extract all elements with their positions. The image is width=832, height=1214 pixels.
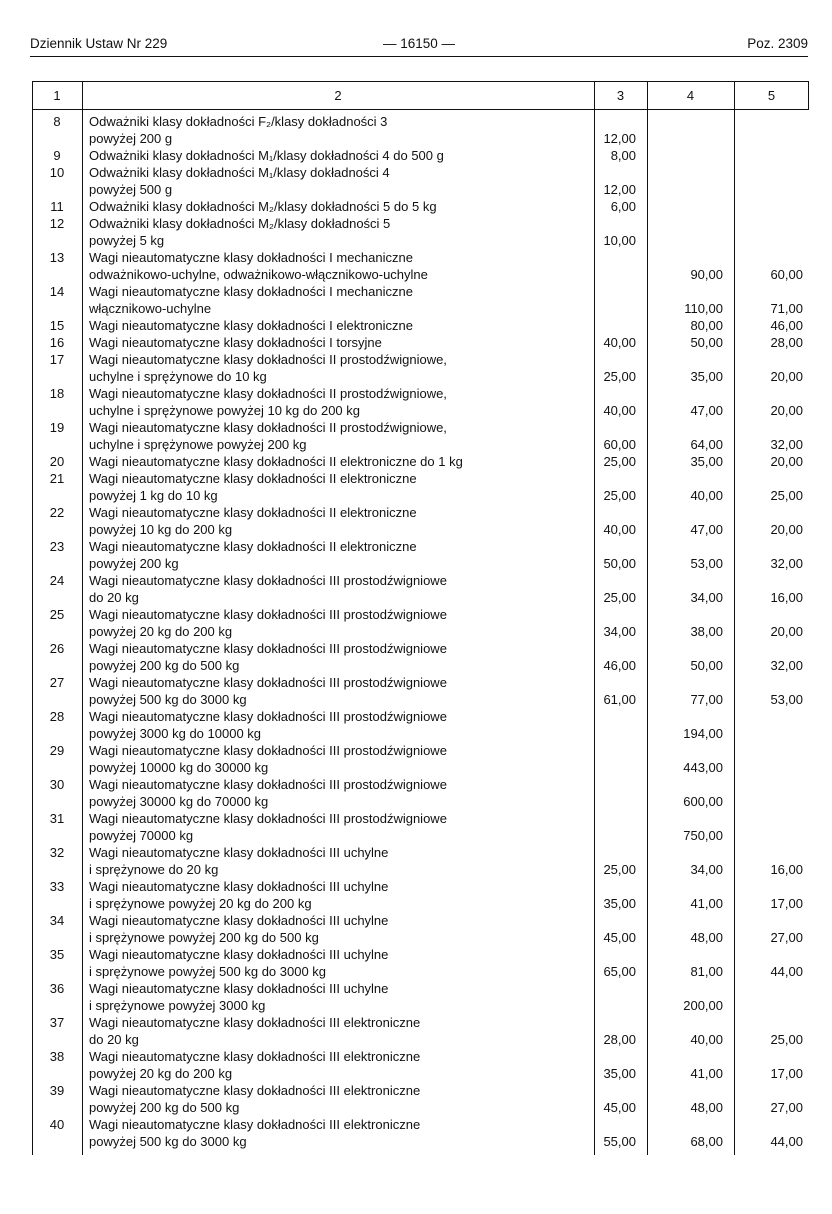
table-row xyxy=(32,1014,809,1048)
fee-column-3: 60,00 xyxy=(603,437,636,452)
row-description xyxy=(82,385,562,419)
fee-column-4: 68,00 xyxy=(690,1134,723,1149)
fee-column-5: 44,00 xyxy=(770,964,803,979)
description-line: Wagi nieautomatyczne klasy dokładności II elektroniczne xyxy=(89,471,417,486)
table-row xyxy=(32,351,809,385)
row-description xyxy=(82,164,562,198)
fee-column-4: 50,00 xyxy=(690,658,723,673)
page-number: — 16150 — xyxy=(382,36,456,51)
fee-column-4: 77,00 xyxy=(690,692,723,707)
description-line: do 20 kg xyxy=(89,590,139,605)
row-description xyxy=(82,708,562,742)
row-number: 17 xyxy=(49,352,65,367)
table-header-divider xyxy=(32,109,809,110)
row-number: 31 xyxy=(49,811,65,826)
description-line: Wagi nieautomatyczne klasy dokładności II prostodźwigniowe, xyxy=(89,420,447,435)
fee-column-4: 34,00 xyxy=(690,862,723,877)
table-row xyxy=(32,606,809,640)
row-description xyxy=(82,946,562,980)
description-line: uchylne i sprężynowe powyżej 200 kg xyxy=(89,437,307,452)
fee-column-4: 443,00 xyxy=(683,760,723,775)
fee-column-3: 25,00 xyxy=(603,590,636,605)
row-number: 38 xyxy=(49,1049,65,1064)
description-line: powyżej 500 g xyxy=(89,182,173,197)
description-line: powyżej 200 kg do 500 kg xyxy=(89,1100,240,1115)
description-line: powyżej 200 g xyxy=(89,131,173,146)
fee-column-3: 34,00 xyxy=(603,624,636,639)
row-description xyxy=(82,844,562,878)
row-description xyxy=(82,198,562,215)
description-line: powyżej 1 kg do 10 kg xyxy=(89,488,218,503)
fee-column-5: 20,00 xyxy=(770,454,803,469)
fee-column-3: 25,00 xyxy=(603,488,636,503)
fee-column-5: 16,00 xyxy=(770,862,803,877)
row-number: 14 xyxy=(49,284,65,299)
column-header-2: 2 xyxy=(334,88,342,103)
row-description xyxy=(82,1048,562,1082)
fee-column-4: 194,00 xyxy=(683,726,723,741)
row-number: 9 xyxy=(53,148,61,163)
row-number: 13 xyxy=(49,250,65,265)
fee-column-5: 71,00 xyxy=(770,301,803,316)
row-description xyxy=(82,572,562,606)
table-row xyxy=(32,113,809,147)
description-line: Wagi nieautomatyczne klasy dokładności II prostodźwigniowe, xyxy=(89,386,447,401)
fee-column-4: 90,00 xyxy=(690,267,723,282)
journal-title: Dziennik Ustaw Nr 229 xyxy=(30,36,168,51)
description-line: powyżej 10 kg do 200 kg xyxy=(89,522,233,537)
row-number: 20 xyxy=(49,454,65,469)
description-line: Wagi nieautomatyczne klasy dokładności II elektroniczne xyxy=(89,505,417,520)
description-line: do 20 kg xyxy=(89,1032,139,1047)
fee-column-4: 35,00 xyxy=(690,369,723,384)
fee-column-3: 28,00 xyxy=(603,1032,636,1047)
description-line: i sprężynowe powyżej 200 kg do 500 kg xyxy=(89,930,319,945)
row-description xyxy=(82,742,562,776)
fee-column-4: 35,00 xyxy=(690,454,723,469)
row-description xyxy=(82,538,562,572)
table-row xyxy=(32,198,809,215)
fee-column-4: 81,00 xyxy=(690,964,723,979)
row-number: 27 xyxy=(49,675,65,690)
fee-column-3: 10,00 xyxy=(603,233,636,248)
table-row xyxy=(32,1116,809,1150)
fee-column-4: 40,00 xyxy=(690,488,723,503)
description-line: Odważniki klasy dokładności M₂/klasy dokładności 5 do 5 kg xyxy=(89,199,437,214)
table-row xyxy=(32,147,809,164)
row-description xyxy=(82,351,562,385)
fee-column-5: 27,00 xyxy=(770,930,803,945)
row-description xyxy=(82,504,562,538)
description-line: Wagi nieautomatyczne klasy dokładności III prostodźwigniowe xyxy=(89,641,447,656)
fee-column-3: 35,00 xyxy=(603,896,636,911)
description-line: powyżej 500 kg do 3000 kg xyxy=(89,692,247,707)
row-description xyxy=(82,776,562,810)
row-description xyxy=(82,419,562,453)
fee-column-5: 32,00 xyxy=(770,437,803,452)
fee-column-5: 20,00 xyxy=(770,624,803,639)
description-line: uchylne i sprężynowe powyżej 10 kg do 200 kg xyxy=(89,403,360,418)
row-number: 12 xyxy=(49,216,65,231)
description-line: Wagi nieautomatyczne klasy dokładności II elektroniczne do 1 kg xyxy=(89,454,463,469)
table-header-row xyxy=(32,81,809,109)
table-row xyxy=(32,538,809,572)
row-number: 15 xyxy=(49,318,65,333)
fee-column-4: 38,00 xyxy=(690,624,723,639)
description-line: powyżej 30000 kg do 70000 kg xyxy=(89,794,269,809)
description-line: Wagi nieautomatyczne klasy dokładności III uchylne xyxy=(89,879,389,894)
fee-column-5: 20,00 xyxy=(770,369,803,384)
fee-column-3: 25,00 xyxy=(603,369,636,384)
description-line: powyżej 20 kg do 200 kg xyxy=(89,624,233,639)
table-row xyxy=(32,708,809,742)
fee-column-3: 6,00 xyxy=(610,199,636,214)
fee-column-4: 53,00 xyxy=(690,556,723,571)
description-line: Odważniki klasy dokładności M₁/klasy dokładności 4 xyxy=(89,165,390,180)
table-row xyxy=(32,283,809,317)
row-description xyxy=(82,980,562,1014)
row-description xyxy=(82,1116,562,1150)
fee-column-5: 20,00 xyxy=(770,522,803,537)
fee-column-3: 45,00 xyxy=(603,1100,636,1115)
fee-column-3: 35,00 xyxy=(603,1066,636,1081)
row-number: 37 xyxy=(49,1015,65,1030)
row-description xyxy=(82,334,562,351)
row-number: 36 xyxy=(49,981,65,996)
table-row xyxy=(32,249,809,283)
fee-column-5: 32,00 xyxy=(770,658,803,673)
description-line: Odważniki klasy dokładności F₂/klasy dokładności 3 xyxy=(89,114,388,129)
table-body xyxy=(32,113,809,1150)
fee-column-4: 750,00 xyxy=(683,828,723,843)
row-description xyxy=(82,912,562,946)
description-line: Wagi nieautomatyczne klasy dokładności III prostodźwigniowe xyxy=(89,811,447,826)
fee-column-3: 8,00 xyxy=(610,148,636,163)
table-row xyxy=(32,810,809,844)
fee-column-3: 55,00 xyxy=(603,1134,636,1149)
description-line: powyżej 200 kg do 500 kg xyxy=(89,658,240,673)
row-number: 35 xyxy=(49,947,65,962)
column-header-4: 4 xyxy=(686,88,695,103)
description-line: Wagi nieautomatyczne klasy dokładności III prostodźwigniowe xyxy=(89,709,447,724)
table-row xyxy=(32,215,809,249)
fee-column-3: 40,00 xyxy=(603,335,636,350)
description-line: Wagi nieautomatyczne klasy dokładności III prostodźwigniowe xyxy=(89,743,447,758)
row-number: 8 xyxy=(53,114,61,129)
fee-column-4: 64,00 xyxy=(690,437,723,452)
fee-column-5: 32,00 xyxy=(770,556,803,571)
fee-column-5: 25,00 xyxy=(770,488,803,503)
table-row xyxy=(32,504,809,538)
row-number: 29 xyxy=(49,743,65,758)
fee-column-5: 28,00 xyxy=(770,335,803,350)
table-row xyxy=(32,912,809,946)
fee-column-4: 34,00 xyxy=(690,590,723,605)
table-row xyxy=(32,419,809,453)
table-row xyxy=(32,742,809,776)
description-line: Wagi nieautomatyczne klasy dokładności III prostodźwigniowe xyxy=(89,573,447,588)
description-line: Wagi nieautomatyczne klasy dokładności III uchylne xyxy=(89,913,389,928)
fee-column-4: 48,00 xyxy=(690,930,723,945)
row-description xyxy=(82,810,562,844)
row-number: 32 xyxy=(49,845,65,860)
description-line: uchylne i sprężynowe do 10 kg xyxy=(89,369,267,384)
row-description xyxy=(82,215,562,249)
fee-column-3: 25,00 xyxy=(603,862,636,877)
row-number: 16 xyxy=(49,335,65,350)
row-description xyxy=(82,470,562,504)
table-row xyxy=(32,1082,809,1116)
row-number: 25 xyxy=(49,607,65,622)
description-line: włącznikowo-uchylne xyxy=(89,301,212,316)
description-line: powyżej 20 kg do 200 kg xyxy=(89,1066,233,1081)
table-row xyxy=(32,317,809,334)
fee-column-5: 20,00 xyxy=(770,403,803,418)
description-line: Wagi nieautomatyczne klasy dokładności I torsyjne xyxy=(89,335,382,350)
description-line: powyżej 200 kg xyxy=(89,556,179,571)
table-row xyxy=(32,878,809,912)
fee-column-5: 16,00 xyxy=(770,590,803,605)
row-number: 22 xyxy=(49,505,65,520)
row-number: 39 xyxy=(49,1083,65,1098)
row-number: 23 xyxy=(49,539,65,554)
description-line: powyżej 70000 kg xyxy=(89,828,194,843)
table-row xyxy=(32,572,809,606)
row-description xyxy=(82,453,562,470)
row-description xyxy=(82,1014,562,1048)
row-number: 19 xyxy=(49,420,65,435)
fee-table xyxy=(32,81,809,1155)
table-row xyxy=(32,1048,809,1082)
fee-column-5: 44,00 xyxy=(770,1134,803,1149)
table-row xyxy=(32,453,809,470)
row-number: 33 xyxy=(49,879,65,894)
fee-column-3: 40,00 xyxy=(603,403,636,418)
row-description xyxy=(82,1082,562,1116)
row-description xyxy=(82,317,562,334)
fee-column-4: 200,00 xyxy=(683,998,723,1013)
fee-column-4: 110,00 xyxy=(684,301,723,316)
fee-column-5: 17,00 xyxy=(770,896,803,911)
fee-column-4: 50,00 xyxy=(690,335,723,350)
description-line: Wagi nieautomatyczne klasy dokładności II prostodźwigniowe, xyxy=(89,352,447,367)
column-header-1: 1 xyxy=(53,88,61,103)
fee-column-3: 46,00 xyxy=(603,658,636,673)
fee-column-4: 48,00 xyxy=(690,1100,723,1115)
table-row xyxy=(32,470,809,504)
row-number: 28 xyxy=(49,709,65,724)
row-number: 30 xyxy=(49,777,65,792)
description-line: Odważniki klasy dokładności M₁/klasy dokładności 4 do 500 g xyxy=(89,148,444,163)
description-line: i sprężynowe powyżej 20 kg do 200 kg xyxy=(89,896,312,911)
page-header xyxy=(30,36,808,54)
description-line: Wagi nieautomatyczne klasy dokładności II elektroniczne xyxy=(89,539,417,554)
table-row xyxy=(32,164,809,198)
table-row xyxy=(32,946,809,980)
description-line: Wagi nieautomatyczne klasy dokładności I elektroniczne xyxy=(89,318,413,333)
row-description xyxy=(82,878,562,912)
fee-column-3: 25,00 xyxy=(603,454,636,469)
row-number: 24 xyxy=(49,573,65,588)
description-line: Wagi nieautomatyczne klasy dokładności III prostodźwigniowe xyxy=(89,607,447,622)
row-number: 40 xyxy=(49,1117,65,1132)
row-description xyxy=(82,113,562,147)
fee-column-3: 12,00 xyxy=(603,182,636,197)
row-description xyxy=(82,640,562,674)
description-line: Wagi nieautomatyczne klasy dokładności III prostodźwigniowe xyxy=(89,777,447,792)
fee-column-4: 80,00 xyxy=(690,318,723,333)
row-number: 21 xyxy=(49,471,65,486)
table-row xyxy=(32,776,809,810)
row-number: 10 xyxy=(49,165,65,180)
table-row xyxy=(32,640,809,674)
description-line: i sprężynowe do 20 kg xyxy=(89,862,219,877)
fee-column-3: 12,00 xyxy=(603,131,636,146)
fee-column-5: 25,00 xyxy=(770,1032,803,1047)
fee-column-4: 40,00 xyxy=(690,1032,723,1047)
fee-column-5: 53,00 xyxy=(770,692,803,707)
position-number: Poz. 2309 xyxy=(747,36,808,51)
row-description xyxy=(82,606,562,640)
fee-column-4: 47,00 xyxy=(690,403,723,418)
column-header-5: 5 xyxy=(767,88,776,103)
fee-column-5: 46,00 xyxy=(770,318,803,333)
table-row xyxy=(32,334,809,351)
description-line: Wagi nieautomatyczne klasy dokładności I mechaniczne xyxy=(89,284,413,299)
row-number: 11 xyxy=(50,199,64,214)
row-description xyxy=(82,283,562,317)
fee-column-4: 41,00 xyxy=(690,1066,723,1081)
description-line: powyżej 5 kg xyxy=(89,233,165,248)
row-description xyxy=(82,147,562,164)
description-line: Wagi nieautomatyczne klasy dokładności III prostodźwigniowe xyxy=(89,675,447,690)
fee-column-5: 17,00 xyxy=(770,1066,803,1081)
description-line: Wagi nieautomatyczne klasy dokładności III elektroniczne xyxy=(89,1015,421,1030)
description-line: i sprężynowe powyżej 500 kg do 3000 kg xyxy=(89,964,327,979)
description-line: Odważniki klasy dokładności M₂/klasy dokładności 5 xyxy=(89,216,391,231)
description-line: powyżej 3000 kg do 10000 kg xyxy=(89,726,262,741)
table-row xyxy=(32,674,809,708)
row-number: 26 xyxy=(49,641,65,656)
description-line: Wagi nieautomatyczne klasy dokładności III uchylne xyxy=(89,845,389,860)
description-line: Wagi nieautomatyczne klasy dokładności III elektroniczne xyxy=(89,1049,421,1064)
table-row xyxy=(32,844,809,878)
description-line: Wagi nieautomatyczne klasy dokładności III uchylne xyxy=(89,981,389,996)
row-number: 34 xyxy=(49,913,65,928)
description-line: Wagi nieautomatyczne klasy dokładności III uchylne xyxy=(89,947,389,962)
fee-column-4: 41,00 xyxy=(690,896,723,911)
fee-column-3: 50,00 xyxy=(603,556,636,571)
fee-column-5: 60,00 xyxy=(770,267,803,282)
fee-column-4: 47,00 xyxy=(690,522,723,537)
fee-column-3: 65,00 xyxy=(603,964,636,979)
fee-column-3: 40,00 xyxy=(603,522,636,537)
description-line: powyżej 500 kg do 3000 kg xyxy=(89,1134,247,1149)
fee-column-4: 600,00 xyxy=(683,794,723,809)
description-line: i sprężynowe powyżej 3000 kg xyxy=(89,998,266,1013)
row-description xyxy=(82,249,562,283)
header-rule xyxy=(30,56,808,57)
description-line: Wagi nieautomatyczne klasy dokładności I mechaniczne xyxy=(89,250,413,265)
fee-column-3: 61,00 xyxy=(603,692,636,707)
description-line: odważnikowo-uchylne, odważnikowo-włącznikowo-uchylne xyxy=(89,267,428,282)
table-row xyxy=(32,385,809,419)
description-line: Wagi nieautomatyczne klasy dokładności III elektroniczne xyxy=(89,1117,421,1132)
description-line: Wagi nieautomatyczne klasy dokładności III elektroniczne xyxy=(89,1083,421,1098)
table-row xyxy=(32,980,809,1014)
fee-column-3: 45,00 xyxy=(603,930,636,945)
fee-column-5: 27,00 xyxy=(770,1100,803,1115)
row-number: 18 xyxy=(49,386,65,401)
description-line: powyżej 10000 kg do 30000 kg xyxy=(89,760,269,775)
row-description xyxy=(82,674,562,708)
column-header-3: 3 xyxy=(616,88,625,103)
